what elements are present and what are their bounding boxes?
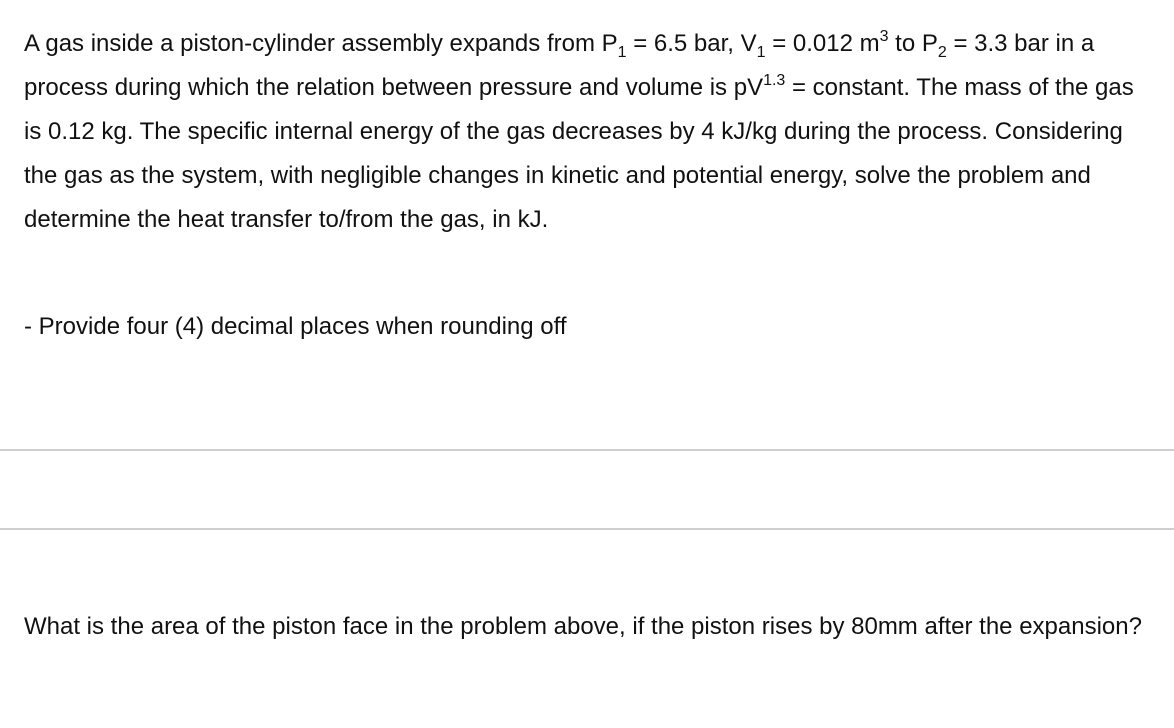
superscript: 3 <box>879 28 889 45</box>
subscript: 2 <box>937 44 947 61</box>
problem-statement <box>24 22 1154 242</box>
problem-text-part: = 0.012 m <box>765 30 880 57</box>
divider <box>0 449 1174 451</box>
problem-text-part: to P <box>888 30 938 57</box>
problem-text-part: = 6.5 bar, V <box>626 30 757 57</box>
followup-question: What is the area of the piston face in the problem above, if the piston rises by 80mm after the expansion? <box>24 613 1142 640</box>
problem-text-part: A gas inside a piston-cylinder assembly expands from P <box>24 30 618 57</box>
subscript: 1 <box>756 44 766 61</box>
divider <box>0 528 1174 530</box>
problem-text-part: = 3.3 bar in a process during which the relation between pressure and volume is pV <box>24 30 1095 101</box>
subscript: 1 <box>617 44 627 61</box>
problem-text-part: = constant. The mass of the gas is 0.12 kg. The specific internal energy of the gas decreases by 4 kJ/kg during the process. Considering the gas as the system, with negligible changes in kinetic and potential energy, solve the problem and determine the heat transfer to/from the gas, in kJ. <box>24 74 1134 233</box>
superscript: 1.3 <box>763 72 786 89</box>
problem-text <box>24 22 1154 242</box>
rounding-instruction: - Provide four (4) decimal places when rounding off <box>24 313 567 340</box>
